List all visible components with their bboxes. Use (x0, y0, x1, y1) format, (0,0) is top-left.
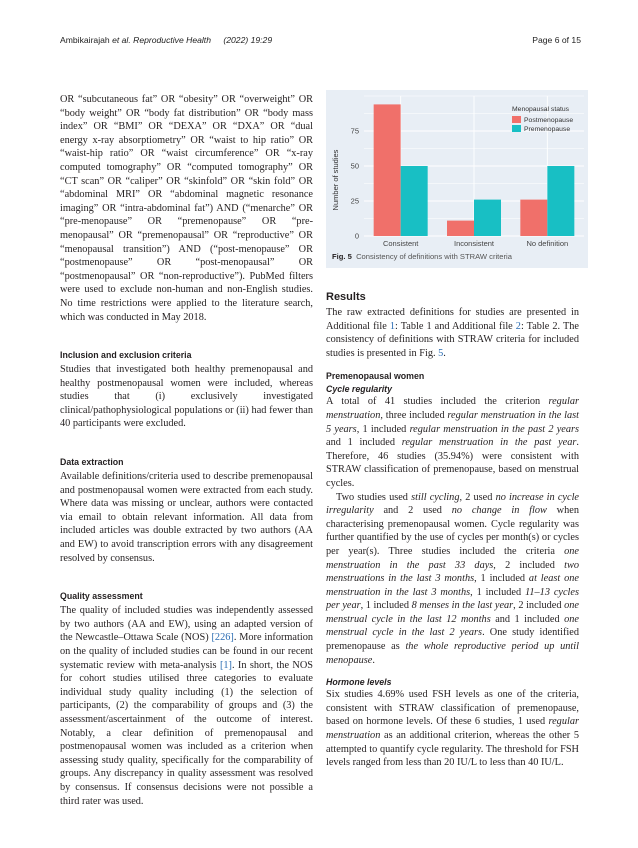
header-journal: Reproductive Health (133, 35, 211, 45)
heading-inclusion: Inclusion and exclusion criteria (60, 350, 192, 361)
bar-postmenopause-1 (374, 104, 401, 236)
heading-quality: Quality assessment (60, 591, 143, 602)
legend-title: Menopausal status (512, 106, 570, 113)
heading-results: Results (326, 291, 366, 303)
bar-premenopause-3 (547, 166, 574, 236)
bar-postmenopause-3 (520, 200, 547, 236)
heading-extraction: Data extraction (60, 457, 124, 468)
citation-link-1[interactable]: [1] (219, 659, 232, 671)
inclusion-paragraph: Studies that investigated both healthy premenopausal and healthy postmenopausal women were included, whereas studies that (i) exclusively investigated clinical/pathophysiological populations or (ii) had fewer than 40 participants were excluded. (60, 364, 313, 430)
extraction-paragraph: Available definitions/criteria used to describe premenopausal and postmenopausal women were extracted from each study. Where data was missing or unclear, authors were contacted via email to obtain relevant information. All data from included articles was double extracted by two authors (AA and EW) to avoid transcription errors with any disagreement resolved by consensus. (60, 471, 313, 564)
x-tick-label: Consistent (382, 239, 419, 248)
figure-5-link[interactable]: 5 (438, 347, 444, 359)
running-header (60, 35, 272, 45)
heading-hormone-levels: Hormone levels (326, 677, 392, 688)
y-axis-label: Number of studies (331, 149, 340, 211)
cycle-paragraph-1: A total of 41 studies included the criterion regular menstruation, three included regular menstruation in the last 5 years, 1 included regular menstruation in the past 2 years and 1 included regular menstruation in the past year. Therefore, 46 studies (35.94%) were consistent with STRAW classification of premenopause, based on menstrual cycles. (326, 396, 579, 489)
search-terms-paragraph: OR “subcutaneous fat” OR “obesity” OR “overweight” OR “body weight” OR “body fat distribution” OR “body mass index” OR “BMI” OR “DEXA” OR “DXA” OR “dual energy x-ray absorptiometry” OR “waist to hip ratio” OR “waist-hip ratio” OR “waist circumference” OR “x-ray computed tomography” OR “computed tomography” OR “CT scan” OR “caliper” OR “skinfold” OR “skin fold” OR “abdominal MRI” OR “abdominal magnetic resonance imaging” OR “intra-abdominal fat”) AND (“menarche” OR “pre-menopause” OR “premenopause” OR “pre-menopausal” OR “premenopausal” OR “reproductive” OR “menopausal transition”) AND (“post-menopause” OR “postmenopause” OR “post-menopausal” OR “postmenopausal” OR “non-reproductive”). PubMed filters were used to exclude non-human and non-English studies. No time restrictions were applied to the literature search, which was conducted in May 2018. (60, 94, 313, 323)
heading-premenopausal: Premenopausal women (326, 371, 425, 382)
figure-5 (326, 90, 588, 268)
additional-file-2-link[interactable]: 2 (515, 320, 521, 332)
header-citation: (2022) 19:29 (223, 35, 273, 45)
quality-paragraph: The quality of included studies was independently assessed by two authors (AA and EW), using an adapted version of the Newcastle–Ottawa Scale (NOS) [226]. More information on the quality of included studies can be found in our recent systematic review with meta-analysis [1]. In short, the NOS for cohort studies utilised three categories to evaluate individual study quality including (1) the selection of participants, (2) the comparability of groups and (3) the assessment/ascertainment of the outcome of interest. Notably, a clear definition of premenopausal and postmenopausal women was included as a criterion when assessing study quality, specifically for the comparability of groups. Any discrepancy in quality assessment was resolved by consensus. If consensus decisions were not possible a third rater was used. (60, 605, 314, 807)
bar-premenopause-1 (401, 166, 428, 236)
legend-label: Premenopause (524, 126, 571, 133)
legend-swatch (512, 116, 521, 123)
heading-cycle-regularity: Cycle regularity (326, 384, 393, 395)
results-paragraph: The raw extracted definitions for studies are presented in Additional file 1: Table 1 and Additional file 2: Table 2. The consistency of definitions with STRAW criteria for included studies is presented in Fig. 5. (326, 307, 579, 359)
header-et-al: et al. (112, 35, 131, 45)
legend-swatch (512, 125, 521, 132)
page-number: Page 6 of 15 (532, 35, 581, 45)
left-column (60, 93, 313, 808)
x-tick-label: Inconsistent (453, 239, 495, 248)
y-tick-label: 50 (350, 161, 359, 171)
x-tick-label: No definition (526, 239, 569, 248)
legend-label: Postmenopause (524, 117, 574, 124)
hormone-paragraph: Six studies 4.69% used FSH levels as one of the criteria, consistent with STRAW classification of premenopause, based on hormone levels. Of these 6 studies, 1 used regular menstruation as an additional criterion, whereas the other 5 attempted to quantify cycle regularity. The threshold for FSH levels ranged from less than 20 IU/L to less than 40 IU/L. (326, 689, 579, 769)
y-tick-label: 75 (350, 126, 359, 136)
figure-label: Fig. 5 (332, 252, 352, 261)
right-column (326, 291, 579, 770)
bar-chart (326, 90, 588, 250)
figure-caption-text: Consistency of definitions with STRAW criteria (356, 252, 512, 261)
header-authors: Ambikairajah (60, 35, 110, 45)
cycle-paragraph-2: Two studies used still cycling, 2 used no increase in cycle irregularity and 2 used no change in flow when characterising premenopausal women. Cycle regularity was further quantified by the use of cycles per month(s) or cycles per year(s). Three studies included the criteria one menstruation in the past 33 days, 2 included two menstruations in the last 3 months, 1 included at least one menstruation in the last 3 months, 1 included 11–13 cycles per year, 1 included 8 menses in the last year, 2 included one menstrual cycle in the last 12 months and 1 included one menstrual cycle in the last 2 years. One study identified premenopause as the whole reproductive period up until menopause. (326, 491, 579, 666)
citation-link-226[interactable]: [226] (211, 632, 234, 644)
figure-caption (332, 252, 512, 261)
bar-premenopause-2 (474, 200, 501, 236)
bar-postmenopause-2 (447, 221, 474, 236)
chart-legend (512, 106, 573, 133)
y-tick-label: 25 (350, 196, 359, 206)
additional-file-1-link[interactable]: 1 (389, 320, 395, 332)
y-tick-label: 0 (354, 231, 359, 241)
